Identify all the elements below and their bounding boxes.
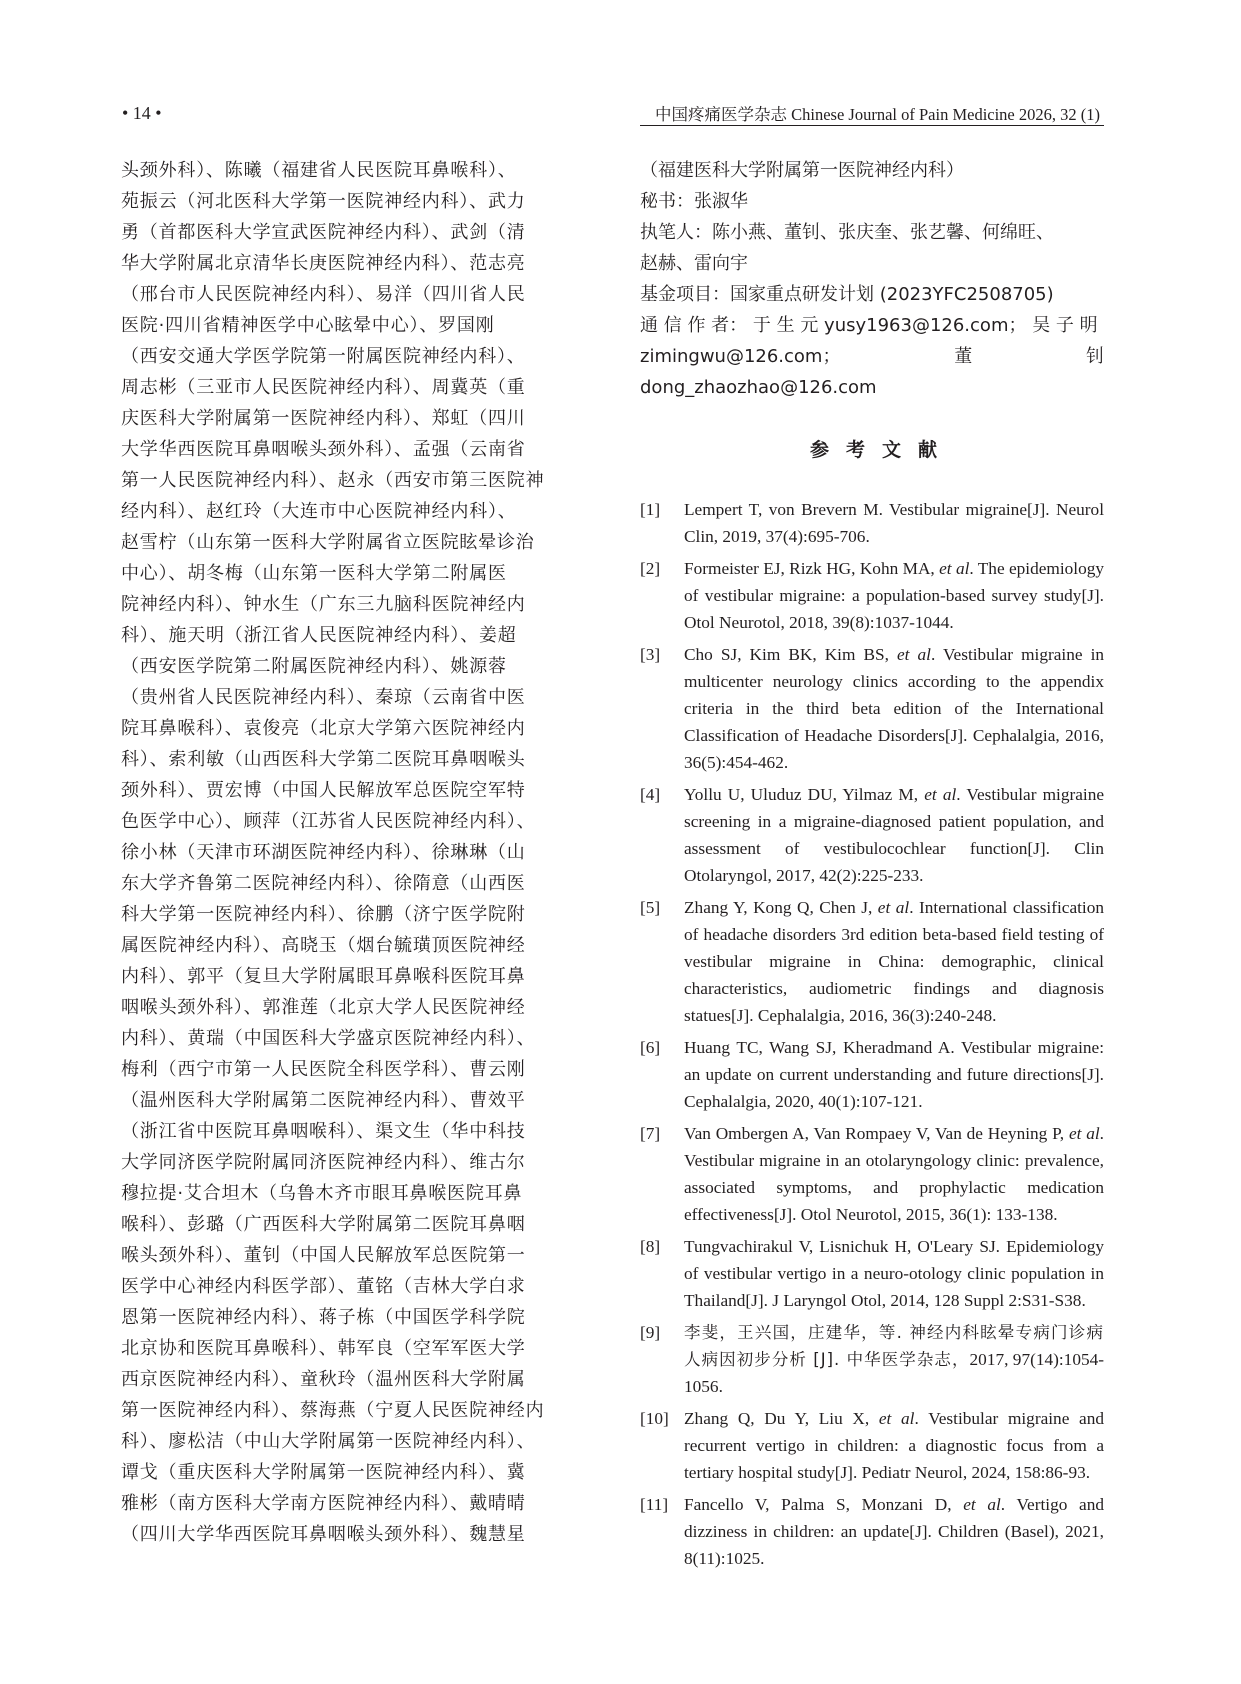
reference-item bbox=[640, 496, 1104, 550]
reference-text: Lempert T, von Brevern M. Vestibular migraine[J]. Neurol Clin, 2019, 37(4):695-706. bbox=[684, 500, 1104, 546]
reference-number: [2] bbox=[640, 559, 661, 578]
reference-etal: et al bbox=[896, 645, 931, 664]
left-column-text: 头颈外科）、陈曦（福建省人民医院耳鼻喉科）、 苑振云（河北医科大学第一医院神经内科）、武力 勇（首都医科大学宣武医院神经内科）、武剑（清 华大学附属北京清华长庚医院神经内科）、范志亮 （邢台市人民医院神经内科）、易洋（四川省人民 医院·四川省精神医学中心眩晕中心）、罗国刚 （西安交通大学医学院第一附属医院神经内科）、 周志彬（三亚市人民医院神经内科）、周冀英（重 庆医科大学附属第一医院神经内科）、郑虹（四川 大学华西医院耳鼻咽喉头颈外科）、孟强（云南省 第一人民医院神经内科）、赵永（西安市第三医院神 经内科）、赵红玲（大连市中心医院神经内科）、 赵雪柠（山东第一医科大学附属省立医院眩晕诊治 中心）、胡冬梅（山东第一医科大学第二附属医 院神经内科）、钟水生（广东三九脑科医院神经内 科）、施天明（浙江省人民医院神经内科）、姜超 （西安医学院第二附属医院神经内科）、姚源蓉 （贵州省人民医院神经内科）、秦琼（云南省中医 院耳鼻喉科）、袁俊亮（北京大学第六医院神经内 科）、索利敏（山西医科大学第二医院耳鼻咽喉头 颈外科）、贾宏博（中国人民解放军总医院空军特 色医学中心）、顾萍（江苏省人民医院神经内科）、 徐小林（天津市环湖医院神经内科）、徐琳琳（山 东大学齐鲁第二医院神经内科）、徐隋意（山西医 科大学第一医院神经内科）、徐鹏（济宁医学院附 属医院神经内科）、高晓玉（烟台毓璜顶医院神经 内科）、郭平（复旦大学附属眼耳鼻喉科医院耳鼻 咽喉头颈外科）、郭淮莲（北京大学人民医院神经 内科）、黄瑞（中国医科大学盛京医院神经内科）、 梅利（西宁市第一人民医院全科医学科）、曹云刚 （温州医科大学附属第二医院神经内科）、曹效平 （浙江省中医院耳鼻咽喉科）、渠文生（华中科技 大学同济医学院附属同济医院神经内科）、维古尔 穆拉提·艾合坦木（乌鲁木齐市眼耳鼻喉医院耳鼻 喉科）、彭璐（广西医科大学附属第二医院耳鼻咽 喉头颈外科）、董钊（中国人民解放军总医院第一 医学中心神经内科医学部）、董铭（吉林大学白求 恩第一医院神经内科）、蒋子栋（中国医学科学院 北京协和医院耳鼻喉科）、韩军良（空军军医大学 西京医院神经内科）、童秋玲（温州医科大学附属 第一医院神经内科）、蔡海燕（宁夏人民医院神经内 科）、廖松洁（中山大学附属第一医院神经内科）、 谭戈（重庆医科大学附属第一医院神经内科）、冀 雅彬（南方医科大学南方医院神经内科）、戴晴晴 （四川大学华西医院耳鼻咽喉头颈外科）、魏慧星 bbox=[121, 160, 545, 1545]
references-title: 参考文献 bbox=[809, 439, 954, 461]
reference-text-rest: . The epidemiology of vestibular migraine: a population-based survey study[J]. Otol Neurotol, 2018, 39(8):1037-1044. bbox=[684, 559, 1105, 632]
reference-item bbox=[640, 781, 1104, 889]
reference-item bbox=[640, 894, 1104, 1029]
reference-etal: et al bbox=[1068, 1124, 1100, 1143]
reference-item bbox=[640, 1405, 1104, 1486]
reference-etal: et al bbox=[939, 559, 970, 578]
correspondence-line: 通 信 作 者： 于 生 元 yusy1963@126.com； 吴 子 明 zimingwu@126.com；董钊 dong_zhaozhao@126.com bbox=[640, 315, 1104, 398]
reference-number: [11] bbox=[640, 1495, 669, 1514]
reference-list bbox=[640, 496, 1104, 1572]
reference-text: Tungvachirakul V, Lisnichuk H, O'Leary SJ. Epidemiology of vestibular vertigo in a neuro-otology clinic population in Thailand[J]. J Laryngol Otol, 2014, 128 Suppl 2:S31-S38. bbox=[684, 1237, 1104, 1310]
reference-item bbox=[640, 1120, 1104, 1228]
writers-line: 执笔人：陈小燕、董钊、张庆奎、张艺馨、何绵旺、 赵赫、雷向宇 bbox=[640, 222, 1054, 274]
reference-item bbox=[640, 555, 1104, 636]
reference-text: Zhang Y, Kong Q, Chen J, bbox=[684, 898, 878, 917]
reference-item bbox=[640, 1034, 1104, 1115]
right-column bbox=[640, 155, 1104, 1577]
reference-etal: et al bbox=[877, 898, 910, 917]
reference-text: Yollu U, Uluduz DU, Yilmaz M, bbox=[684, 785, 925, 804]
reference-number: [4] bbox=[640, 785, 661, 804]
reference-text: Formeister EJ, Rizk HG, Kohn MA, bbox=[684, 559, 940, 578]
secretary-line: 秘书：张淑华 bbox=[640, 191, 748, 212]
reference-text-cjk: 李斐，王兴国，庄建华，等. 神经内科眩晕专病门诊病人病因初步分析 [J]. 中华医学杂志， bbox=[684, 1323, 1104, 1369]
reference-item bbox=[640, 1319, 1104, 1400]
reference-text: Cho SJ, Kim BK, Kim BS, bbox=[684, 645, 897, 664]
reference-number: [3] bbox=[640, 645, 661, 664]
reference-number: [7] bbox=[640, 1124, 661, 1143]
reference-text: Fancello V, Palma S, Monzani D, bbox=[684, 1495, 964, 1514]
header-rule bbox=[640, 125, 1104, 126]
page-number: • 14 • bbox=[122, 103, 162, 123]
reference-text-rest: . International classification of headache disorders 3rd edition beta-based field testing of vestibular migraine in China: demographic, clinical characteristics, audiometric findings and diagnosis statues[J]. Cephalalgia, 2016, 36(3):240-248. bbox=[684, 898, 1104, 1025]
reference-text: Zhang Q, Du Y, Liu X, bbox=[684, 1409, 879, 1428]
reference-item bbox=[640, 641, 1104, 776]
reference-text-rest: . Vestibular migraine screening in a migraine-diagnosed patient population, and assessment of vestibulocochlear function[J]. Clin Otolaryngol, 2017, 42(2):225-233. bbox=[684, 785, 1105, 885]
reference-text-rest: . Vertigo and dizziness in children: an update[J]. Children (Basel), 2021, 8(11):1025. bbox=[684, 1495, 1104, 1568]
reference-text: Huang TC, Wang SJ, Kheradmand A. Vestibular migraine: an update on current understanding and future directions[J]. Cephalalgia, 2020, 40(1):107-121. bbox=[684, 1038, 1104, 1111]
affiliation-continued: （福建医科大学附属第一医院神经内科） bbox=[640, 160, 964, 181]
reference-number: [10] bbox=[640, 1409, 669, 1428]
reference-text-rest: . Vestibular migraine and recurrent vertigo in children: a diagnostic focus from a tertiary hospital study[J]. Pediatr Neurol, 2024, 158:86-93. bbox=[684, 1409, 1104, 1482]
reference-etal: et al bbox=[924, 785, 957, 804]
reference-text-rest: . Vestibular migraine in an otolaryngology clinic: prevalence, associated symptoms, and prophylactic medication effectiveness[J]. Otol Neurotol, 2015, 36(1): 133-138. bbox=[684, 1124, 1104, 1224]
reference-number: [9] bbox=[640, 1323, 661, 1342]
reference-number: [6] bbox=[640, 1038, 661, 1057]
reference-item bbox=[640, 1233, 1104, 1314]
reference-etal: et al bbox=[878, 1409, 915, 1428]
reference-item bbox=[640, 1491, 1104, 1572]
reference-number: [8] bbox=[640, 1237, 661, 1256]
reference-text-rest: . Vestibular migraine in multicenter neurology clinics according to the appendix criteria in the third beta edition of the International Classification of Headache Disorders[J]. Cephalalgia, 2016, 36(5):454-462. bbox=[684, 645, 1105, 772]
reference-number: [5] bbox=[640, 898, 661, 917]
reference-text: Van Ombergen A, Van Rompaey V, Van de Heyning P, bbox=[684, 1124, 1069, 1143]
fund-line: 基金项目：国家重点研发计划 (2023YFC2508705) bbox=[640, 284, 1054, 305]
reference-etal: et al bbox=[963, 1495, 1001, 1514]
reference-text: 2017, 97(14):1054-1056. bbox=[684, 1350, 1104, 1396]
reference-number: [1] bbox=[640, 500, 661, 519]
running-head: 中国疼痛医学杂志 Chinese Journal of Pain Medicine 2026, 32 (1) bbox=[655, 105, 1100, 124]
